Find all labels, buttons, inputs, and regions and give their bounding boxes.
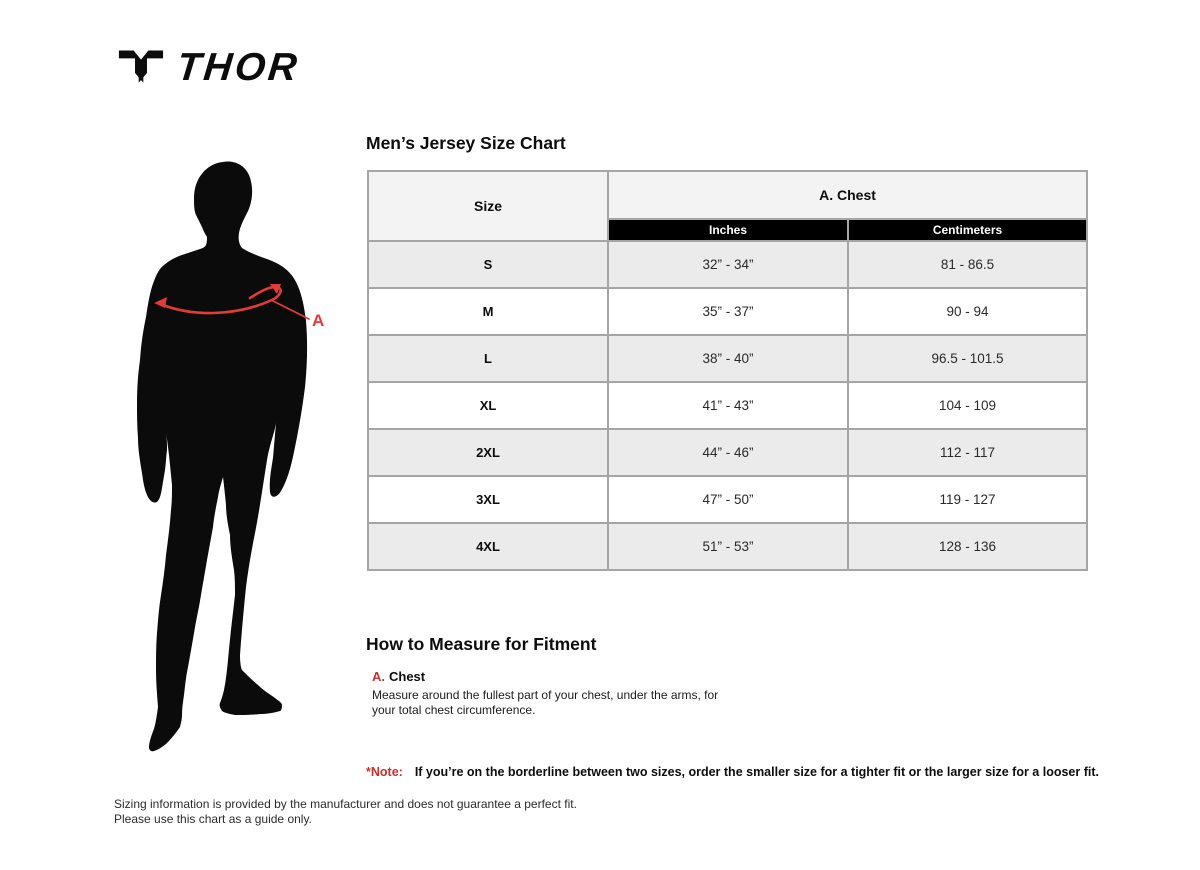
measure-item-description: Measure around the fullest part of your chest, under the arms, for your total chest circumference. [372,688,719,717]
inches-value: 35” - 37” [608,288,848,335]
inches-value: 47” - 50” [608,476,848,523]
table-row [368,288,1087,335]
body-measurement-figure [130,155,340,775]
table-row [368,241,1087,288]
column-header-centimeters: Centimeters [848,219,1087,241]
size-value: 4XL [368,523,608,570]
centimeters-value: 96.5 - 101.5 [848,335,1087,382]
male-silhouette-diagram [130,155,340,775]
brand-logo [118,46,300,90]
disclaimer-line-2: Please use this chart as a guide only. [114,812,312,826]
centimeters-value: 81 - 86.5 [848,241,1087,288]
sizing-note [366,765,1099,779]
page-title: Men’s Jersey Size Chart [366,133,566,153]
size-value: XL [368,382,608,429]
male-silhouette [137,162,307,752]
measure-section-heading: How to Measure for Fitment [366,634,597,654]
table-header-row [368,171,1087,219]
measure-item-chest [372,669,752,718]
table-row [368,476,1087,523]
inches-value: 38” - 40” [608,335,848,382]
brand-wordmark: THOR [174,46,302,89]
table-row [368,382,1087,429]
inches-value: 44” - 46” [608,429,848,476]
size-value: M [368,288,608,335]
measure-item-key: A. [372,669,385,684]
centimeters-value: 128 - 136 [848,523,1087,570]
column-header-size: Size [368,171,608,241]
table-row [368,523,1087,570]
measure-item-title [372,669,752,684]
note-prefix: *Note: [366,765,403,779]
centimeters-value: 90 - 94 [848,288,1087,335]
chest-label-a: A [312,311,325,330]
size-value: L [368,335,608,382]
note-text: If you’re on the borderline between two sizes, order the smaller size for a tighter fit or the larger size for a looser fit. [414,765,1099,779]
centimeters-value: 104 - 109 [848,382,1087,429]
size-value: 2XL [368,429,608,476]
inches-value: 41” - 43” [608,382,848,429]
inches-value: 51” - 53” [608,523,848,570]
table-row [368,429,1087,476]
disclaimer [114,797,577,827]
measure-item-name: Chest [389,669,426,684]
size-value: S [368,241,608,288]
centimeters-value: 119 - 127 [848,476,1087,523]
table-row [368,335,1087,382]
centimeters-value: 112 - 117 [848,429,1087,476]
size-chart-table [367,170,1088,571]
column-header-chest: A. Chest [608,171,1087,219]
inches-value: 32” - 34” [608,241,848,288]
thor-horns-icon [118,46,164,90]
column-header-inches: Inches [608,219,848,241]
size-value: 3XL [368,476,608,523]
disclaimer-line-1: Sizing information is provided by the manufacturer and does not guarantee a perfect fit. [114,797,577,811]
